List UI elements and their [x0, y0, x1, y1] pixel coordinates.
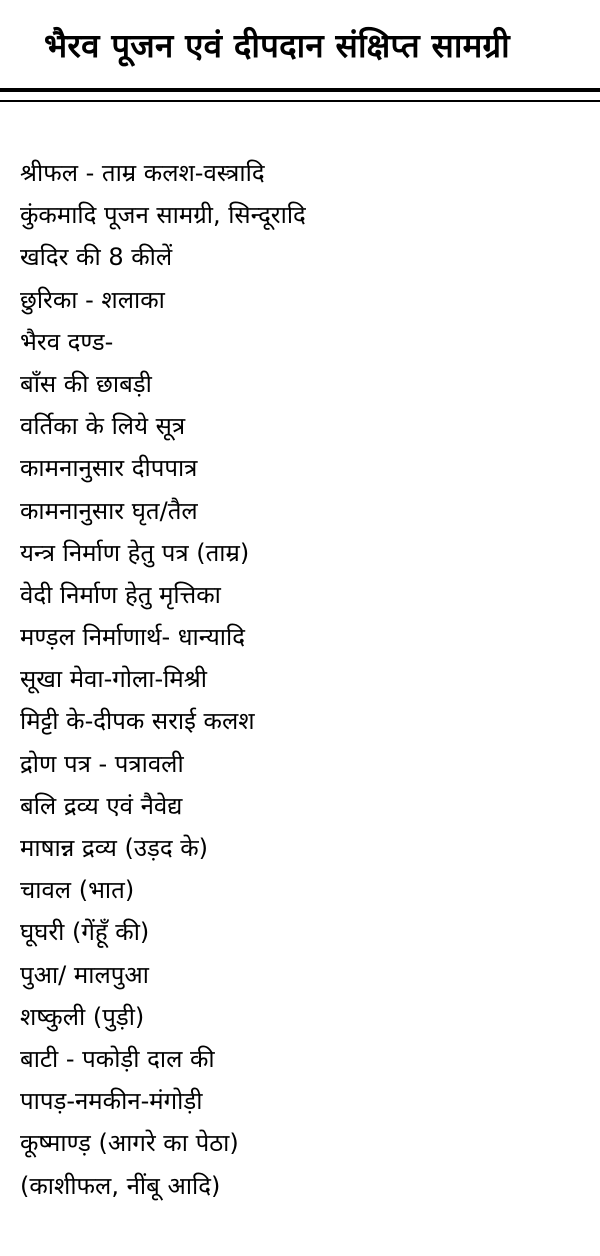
title-divider-thick — [0, 88, 600, 92]
list-item: बलि द्रव्य एवं नैवेद्य — [20, 791, 183, 820]
list-item: पुआ/ मालपुआ — [20, 960, 149, 989]
title-divider-thin — [0, 100, 600, 102]
list-item: (काशीफल, नींबू आदि) — [20, 1171, 221, 1200]
page-title: भैरव पूजन एवं दीपदान संक्षिप्त सामग्री — [44, 26, 510, 65]
list-item: मण्ड़ल निर्माणार्थ- धान्यादि — [20, 623, 245, 652]
list-item: सूखा मेवा-गोला-मिश्री — [20, 665, 207, 694]
list-item: द्रोण पत्र - पत्रावली — [20, 749, 184, 778]
list-item: माषान्न द्रव्य (उड़द के) — [20, 834, 208, 862]
list-item: शष्कुली (पुड़ी) — [20, 1002, 145, 1031]
materials-list — [20, 152, 595, 1207]
list-item: श्रीफल - ताम्र कलश-वस्त्रादि — [20, 159, 265, 187]
list-item: वर्तिका के लिये सूत्र — [20, 412, 186, 441]
list-item: कामनानुसार घृत/तैल — [20, 496, 198, 525]
list-item: कूष्माण्ड़ (आगरे का पेठा) — [20, 1129, 239, 1158]
list-item: बाँस की छाबड़ी — [20, 369, 152, 398]
list-item: खदिर की 8 कीलें — [20, 243, 173, 272]
list-item: यन्त्र निर्माण हेतु पत्र (ताम्र) — [20, 538, 250, 567]
list-item: पापड़-नमकीन-मंगोड़ी — [20, 1087, 203, 1116]
list-item: वेदी निर्माण हेतु मृत्तिका — [20, 580, 221, 609]
list-item: कुंकमादि पूजन सामग्री, सिन्दूरादि — [20, 201, 306, 230]
list-item: चावल (भात) — [20, 876, 135, 905]
list-item: घूघरी (गेंहूँ की) — [20, 918, 150, 947]
list-item: छुरिका - शलाका — [20, 285, 165, 314]
list-item: भैरव दण्ड- — [20, 327, 114, 356]
list-item: कामनानुसार दीपपात्र — [20, 454, 198, 483]
list-item: बाटी - पकोड़ी दाल की — [20, 1044, 215, 1073]
list-item: मिट्टी के-दीपक सराई कलश — [20, 707, 255, 736]
